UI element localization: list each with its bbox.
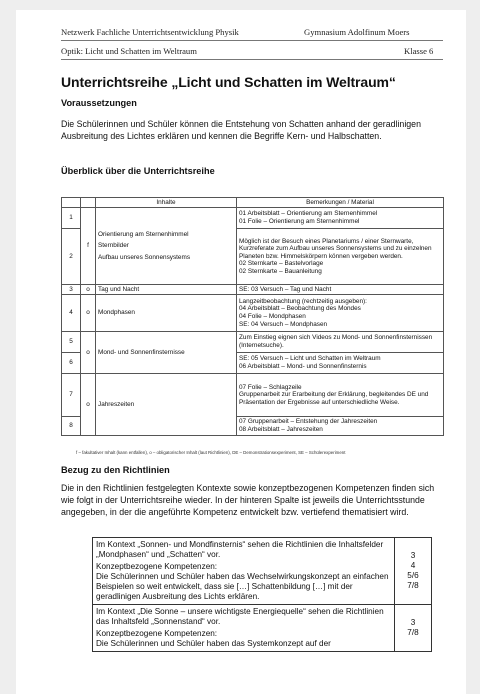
voraussetzungen-text: Die Schülerinnen und Schüler können die Entstehung von Schatten anhand der geradlinigen Ausbreitung des Lichtes erklären und kennen die Begriffe Kern- und Halbschatten. (61, 119, 421, 141)
content-item: Sternbilder (98, 242, 129, 250)
remark-line: 08 Arbeitsblatt – Jahreszeiten (239, 426, 323, 433)
remark-line: SE: 04 Versuch – Mondphasen (239, 320, 328, 328)
remark-line: 02 Sternkarte – Bastelvorlage (239, 260, 324, 268)
content-cell: Mond- und Sonnenfinsternisse (96, 332, 237, 374)
remark-line: 04 Folie – Mondphasen (239, 313, 306, 320)
header-left-bottom: Optik: Licht und Schatten im Weltraum (61, 46, 197, 56)
richtlinien-text: Die in den Richtlinien festgelegten Kontexte sowie konzeptbezogenen Kompetenzen finden sich wie folgt in der Unterrichtsreihe wieder. In der hinteren Spalte ist jeweils die Unterrichtsstunde angegeben, in der die angeführte Kompetenz entwickelt bzw. vertiefend thematisiert wird. (61, 483, 435, 517)
column-header-bemerkungen: Bemerkungen / Material (237, 198, 444, 208)
remarks-cell (237, 208, 444, 229)
table-row (62, 374, 444, 417)
content-flag: o (81, 374, 96, 436)
context-cell (93, 605, 395, 652)
table-row (62, 295, 444, 332)
context-text: Im Kontext „Sonnen- und Mondfinsternis“ sehen die Richtlinien die Inhaltsfelder „Mondphasen“ und „Schatten“ vor. (96, 540, 384, 559)
content-flag: o (81, 295, 96, 332)
remark-line: Möglich ist der Besuch eines Planetariums / einer Sternwarte, Kurzreferate zum Aufbau unseres Sonnensystems und zu einzelnen Planeten bzw. Himmelskörpern können vergeben werden. (239, 237, 432, 260)
content-flag: o (81, 285, 96, 295)
remark-line: 07 Folie – Schlagzeile (239, 383, 302, 391)
section-heading-richtlinien: Bezug zu den Richtlinien (61, 465, 170, 475)
remark-line: 04 Arbeitsblatt – Beobachtung des Mondes (239, 305, 361, 313)
remarks-cell: Zum Einstieg eignen sich Videos zu Mond- und Sonnenfinsternissen (Internetsuche). (237, 332, 444, 353)
page-title: Unterrichtsreihe „Licht und Schatten im Weltraum“ (61, 74, 396, 90)
lesson-number: 7 (62, 374, 81, 417)
competence-text: Die Schülerinnen und Schüler haben das Systemkonzept auf der (96, 639, 331, 648)
table-row (62, 208, 444, 229)
content-cell: Tag und Nacht (96, 285, 237, 295)
competence-text: Die Schülerinnen und Schüler haben das Wechselwirkungskonzept an einfachen Beispielen so weit entwickelt, dass sie […] Schattenbildung […] mit der geradlinigen Ausbreitung des Lichts erklären. (96, 572, 389, 601)
table-row (93, 605, 432, 652)
lesson-number: 2 (62, 229, 81, 285)
remark-line: SE: 05 Versuch – Licht und Schatten im Weltraum (239, 355, 381, 363)
content-item: Aufbau unseres Sonnensystems (98, 253, 191, 261)
overview-table (61, 197, 444, 436)
content-flag: f (81, 208, 96, 285)
content-cell: Jahreszeiten (96, 374, 237, 436)
table-row (62, 285, 444, 295)
lesson-number: 5 (62, 332, 81, 353)
remarks-cell (237, 417, 444, 436)
remark-line: 02 Sternkarte – Bauanleitung (239, 267, 322, 275)
content-cell (96, 208, 237, 285)
remarks-cell (237, 353, 444, 374)
content-cell: Mondphasen (96, 295, 237, 332)
remark-line: Langzeitbeobachtung (rechtzeitig ausgeben): (239, 297, 367, 305)
competence-label: Konzeptbezogene Kompetenzen: (96, 629, 218, 638)
remark-line: 06 Arbeitsblatt – Mond- und Sonnenfinsternis (239, 363, 367, 370)
lesson-number: 4 (62, 295, 81, 332)
lesson-number: 1 (62, 208, 81, 229)
content-flag: o (81, 332, 96, 374)
remark-line: 07 Gruppenarbeit – Entstehung der Jahreszeiten (239, 418, 378, 426)
header-right-top: Gymnasium Adolfinum Moers (304, 27, 410, 37)
remarks-cell (237, 229, 444, 285)
header-left-top: Netzwerk Fachliche Unterrichtsentwicklung Physik (61, 27, 239, 37)
section-heading-ueberblick: Überblick über die Unterrichtsreihe (61, 166, 215, 176)
document-page (16, 10, 466, 694)
remarks-cell (237, 374, 444, 417)
header-right-bottom: Klasse 6 (404, 46, 434, 56)
section-heading-voraussetzungen: Voraussetzungen (61, 98, 137, 108)
competence-label: Konzeptbezogene Kompetenzen: (96, 562, 218, 571)
remark-line: 01 Arbeitsblatt – Orientierung am Sternenhimmel (239, 210, 378, 218)
table-row (93, 538, 432, 605)
richtlinien-table (92, 537, 432, 652)
lesson-number: 3 (62, 285, 81, 295)
remark-line: 01 Folie – Orientierung am Sternenhimmel (239, 218, 360, 225)
lesson-numbers: 3 4 5/6 7/8 (395, 538, 432, 605)
remark-line: Gruppenarbeit zur Erarbeitung der Erklärung, begleitendes DE und Präsentation der Ergebnisse auf unterschiedliche Weise. (239, 391, 429, 406)
lesson-number: 8 (62, 417, 81, 436)
table-row (62, 332, 444, 353)
lesson-number: 6 (62, 353, 81, 374)
header-divider (61, 40, 443, 41)
context-cell (93, 538, 395, 605)
table-footnote: f – fakultativer Inhalt (kann entfallen), o – obligatorischer Inhalt (laut Richtlinien), DE – Demonstrationsexperiment, SE – Schülerexperiment (76, 450, 346, 455)
column-header-inhalte: Inhalte (96, 198, 237, 208)
lesson-numbers: 3 7/8 (395, 605, 432, 652)
context-text: Im Kontext „Die Sonne – unsere wichtigste Energiequelle“ sehen die Richtlinien das Inhaltsfeld „Sonnenstand“ vor. (96, 607, 384, 626)
content-item: Orientierung am Sternenhimmel (98, 230, 189, 238)
remarks-cell: SE: 03 Versuch – Tag und Nacht (237, 285, 444, 295)
remarks-cell (237, 295, 444, 332)
header-bottom-rule (61, 59, 443, 60)
table-header-row (62, 198, 444, 208)
